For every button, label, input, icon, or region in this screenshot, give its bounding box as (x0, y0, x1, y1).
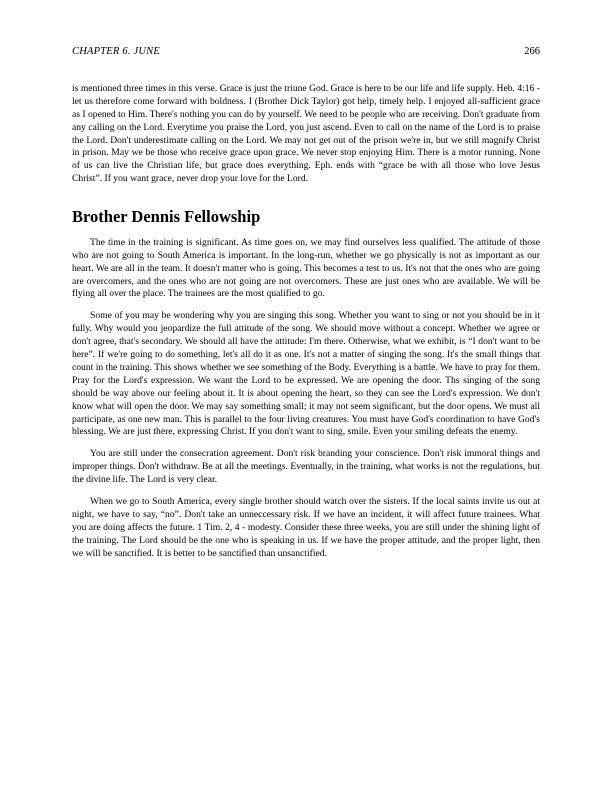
running-head (72, 46, 540, 57)
section-title: Brother Dennis Fellowship (72, 207, 261, 227)
paragraph: The time in the training is significant. As time goes on, we may find ourselves less qualified. The attitude of those who are not going to South America is important. In the long-run, whether we go physically is not as important as our heart. We are all in the team. It doesn't matter who is going. This becomes a test to us. It's not that the ones who are going are overcomers, and the ones who are not going are not overcomers. These are just ones who are available. We will be flying all over the place. The trainees are the most qualified to go. (72, 236, 540, 300)
paragraph-continued: is mentioned three times in this verse. Grace is just the triune God. Grace is here to be our life and life supply. Heb. 4:16 - let us therefore come forward with boldness. I (Brother Dick Taylor) got help, timely help. I enjoyed all-sufficient grace as I opened to Him. There's nothing you can do by yourself. We need to be people who are receiving. Don't graduate from any calling on the Lord. Everytime you praise the Lord, you just ascend. Even to call on the name of the Lord is to praise the Lord. Don't underestimate calling on the Lord. We may not get out of the prison we're in, but we still magnify Christ in prison. May we be those who receive grace upon grace. We never stop enjoying Him. There is a motor running. None of us can live the Christian life, but grace does everything. Eph. ends with “grace be with all those who love Jesus Christ”. If you want grace, never drop your love for the Lord. (72, 83, 540, 185)
paragraph: When we go to South America, every single brother should watch over the sisters. If the local saints invite us out at night, we have to say, “no”. Don't take an unneccessary risk. If we have an incident, it will affect future trainees. What you are doing affects the future. 1 Tim. 2, 4 - modesty. Consider these three weeks, you are still under the shining light of the training. The Lord should be the one who is speaking in us. If we have the proper attitude, and the proper light, then we will be sanctified. It is better to be sanctified than unsanctified. (72, 495, 540, 559)
body-text (72, 83, 540, 560)
page-number: 266 (524, 46, 540, 57)
paragraph: Some of you may be wondering why you are singing this song. Whether you want to sing or not you should be in it fully. Why would you jeopardize the full attitude of the song. We should move without a concept. Whether we agree or don't agree, that's secondary. We should all have the attitude: I'm there. Otherwise, what we exhibit, is “I don't want to be here”. If we're going to do something, let's all do it as one. It's not a matter of singing the song. It's the small things that count in the training. This shows whether we see something of the Body. Everything is a battle. We have to pray for them. Pray for the Lord's expression. We want the Lord to be expressed. We are opening the door. Ths singing of the song should be way above our feeling about it. It is about opening the heart, so they can see the Lord's expression. We don't know what will open the door. We may say something small; it may not seem significant, but the door opens. We must all participate, as one new man. This is parallel to the four living creatures. You must have God's coordination to have God's blessing. We are just there, expressing Christ. If you don't want to sing, smile. Even your smiling defeats the enemy. (72, 310, 540, 438)
paragraph: You are still under the consecration agreement. Don't risk branding your conscience. Don't risk immoral things and improper things. Don't withdraw. Be at all the meetings. Eventually, in the training, what works is not the regulations, but the divine life. The Lord is very clear. (72, 448, 540, 486)
chapter-label: CHAPTER 6. JUNE (72, 46, 161, 57)
